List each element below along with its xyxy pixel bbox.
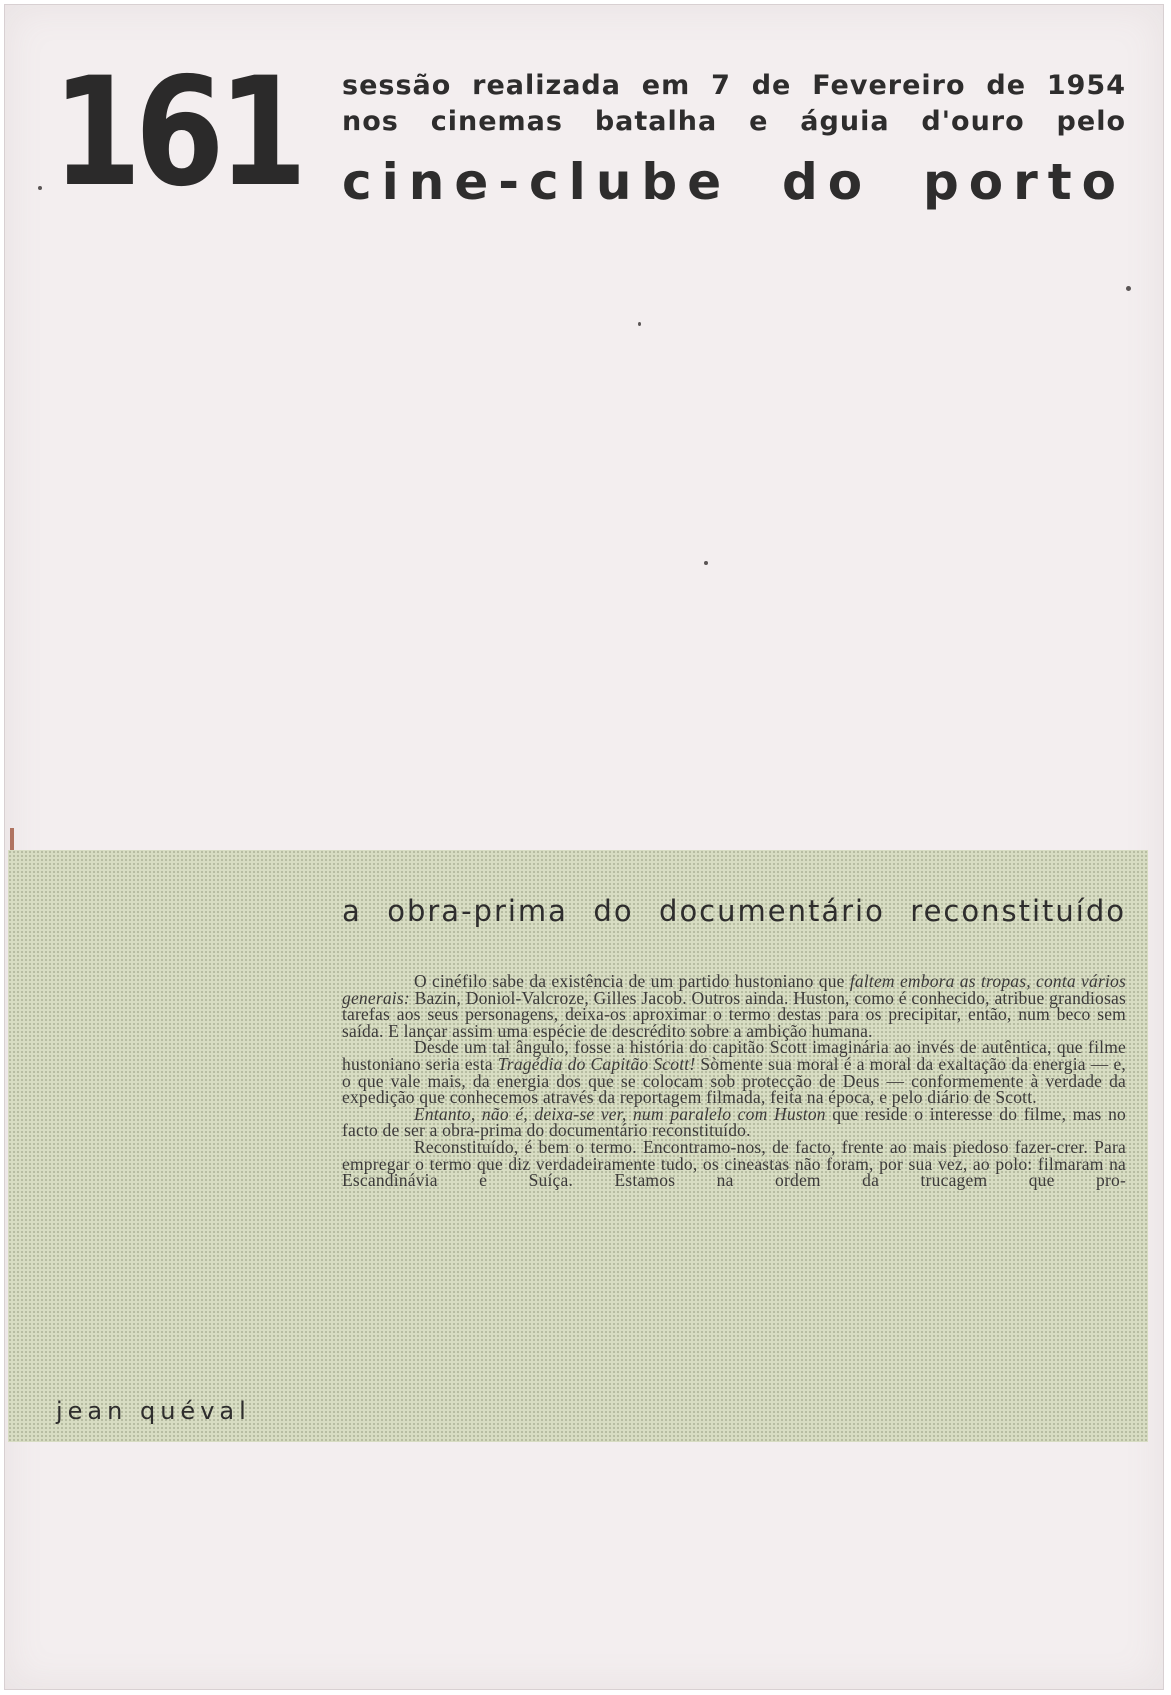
ink-speck (1126, 286, 1131, 291)
paragraph-text: que reside o interesse do filme, mas no facto de ser a obra-prima do documentário reconstituído. (342, 1103, 1126, 1141)
article-body (342, 973, 1126, 1189)
club-name: cine-clube do porto (342, 153, 1126, 211)
article-paragraph (342, 973, 1126, 1039)
article-author: jean quéval (56, 1397, 251, 1425)
header-line-date: sessão realizada em 7 de Fevereiro de 1954 (342, 70, 1126, 101)
italic-text: faltem embora as tropas, conta vários generais: (342, 971, 1126, 1008)
header-line-venue: nos cinemas batalha e águia d'ouro pelo (342, 106, 1126, 137)
ink-speck (38, 186, 42, 190)
film-title: Tragédia do Capitão Scott! (497, 1053, 696, 1074)
ink-speck (638, 322, 641, 326)
paragraph-text: Sòmente sua moral é a moral da exaltação da energia — e, o que vale mais, da energia dos que se colocam sob protecção de Deus — conformemente à verdade da expedição que conhecemos através da reportagem filmada, feita na época, e pelo diário de Scott. (342, 1053, 1126, 1108)
article-paragraph: Reconstituído, é bem o termo. Encontramo-nos, de facto, frente ao mais piedoso fazer-crer. Para empregar o termo que diz verdadeiramente tudo, os cineastas não foram, por sua vez, ao polo: filmaram na Escandinávia e Suíça. Estamos na ordem da trucagem que pro- (342, 1136, 1126, 1191)
italic-text: Entanto, não é, deixa-se ver, num paralelo com Huston (414, 1103, 826, 1124)
article-paragraph (342, 1103, 1126, 1141)
article-title: a obra-prima do documentário reconstituído (342, 894, 1126, 928)
paragraph-text: Desde um tal ângulo, fosse a história do capitão Scott imaginária ao invés de autêntica, que filme hustoniano seria esta (342, 1037, 1126, 1074)
ink-speck (704, 561, 708, 565)
article-paragraph (342, 1037, 1126, 1108)
paragraph-text: O cinéfilo sabe da existência de um partido hustoniano que (414, 971, 850, 991)
program-header (342, 68, 1126, 210)
paragraph-text: Bazin, Doniol-Valcroze, Gilles Jacob. Outros ainda. Huston, como é conhecido, atribue grandiosas tarefas aos seus personagens, deixa-os aproximar o termo destas para os precipitar, então, num beco sem saída. E lançar assim uma espécie de descrédito sobre a ambição humana. (342, 987, 1126, 1041)
session-number: 161 (52, 46, 301, 220)
